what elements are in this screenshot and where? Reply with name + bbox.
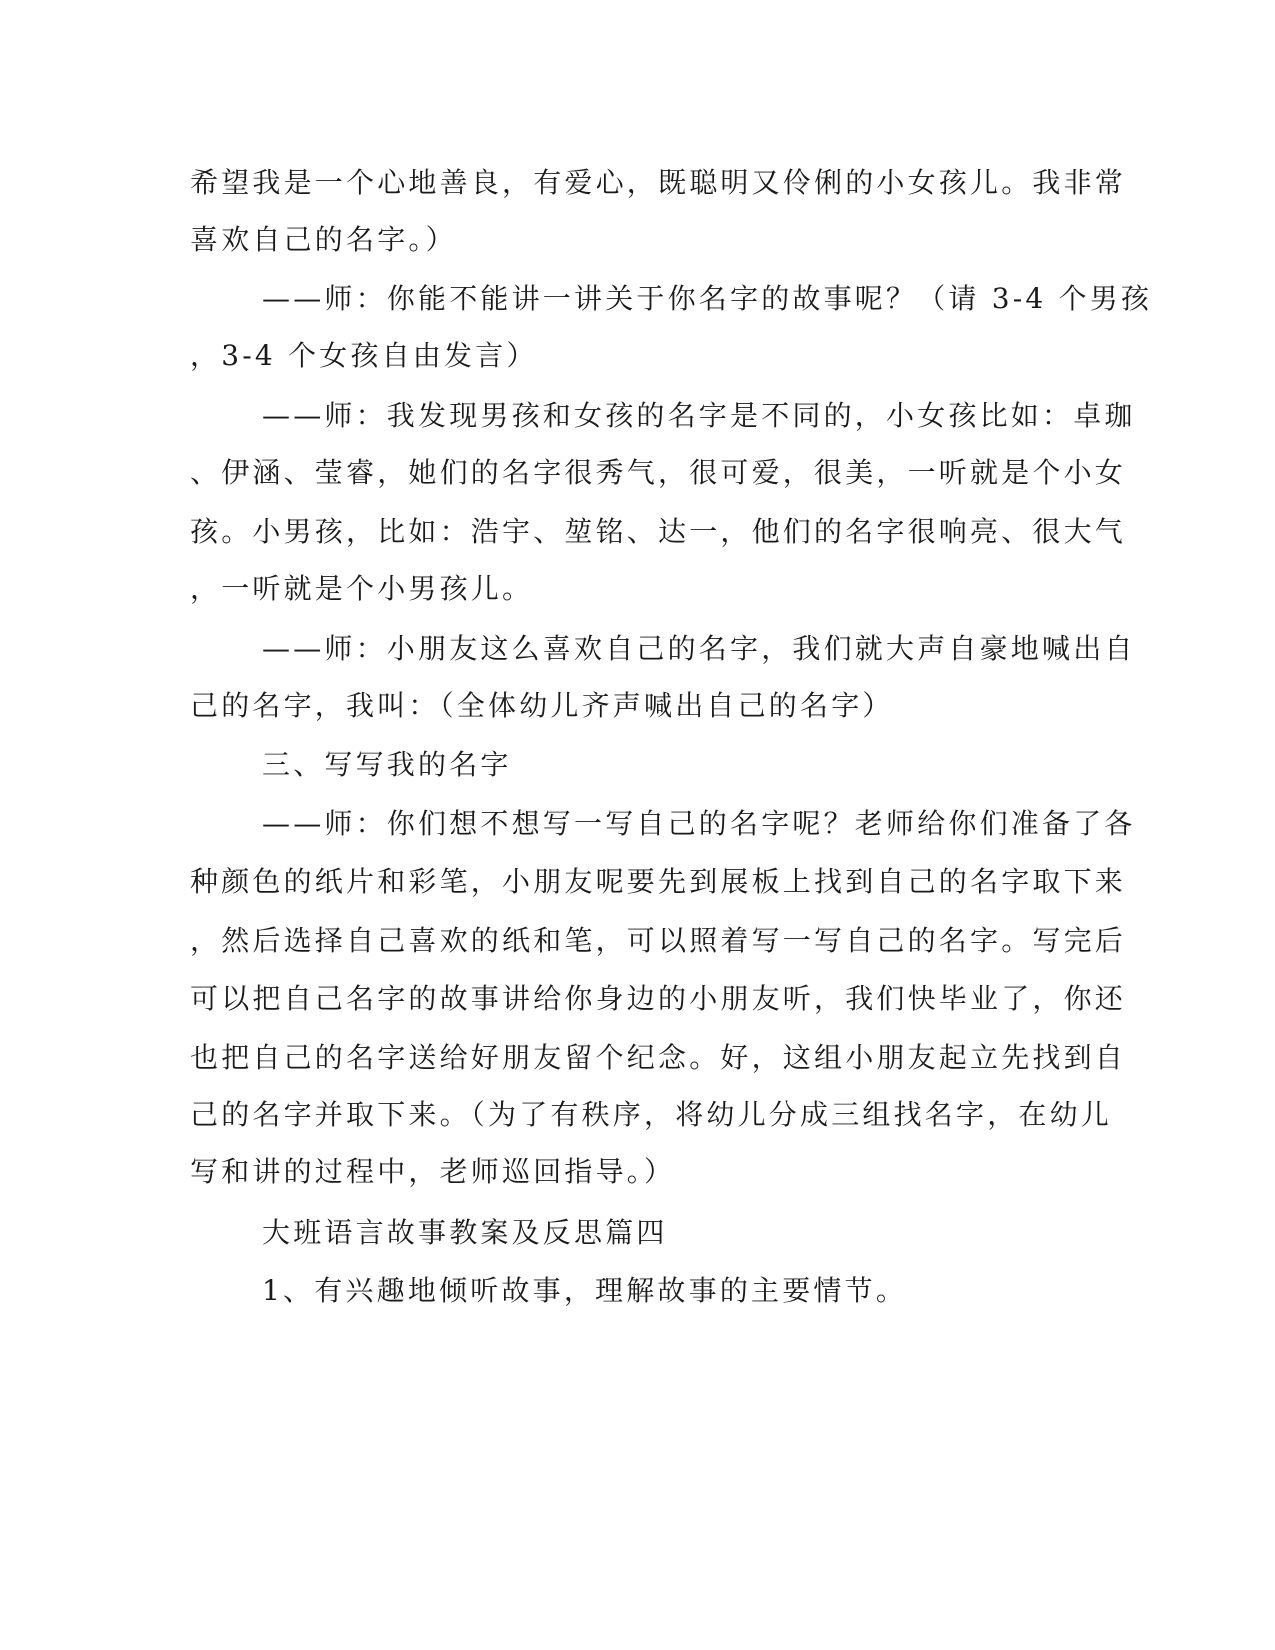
section-heading: 大班语言故事教案及反思篇四 xyxy=(262,1216,668,1249)
text-line: 1、有兴趣地倾听故事，理解故事的主要情节。 xyxy=(262,1274,908,1307)
text-line: 己的名字，我叫：（全体幼儿齐声喊出自己的名字） xyxy=(190,689,894,722)
text-line: 、伊涵、莹睿，她们的名字很秀气，很可爱，很美，一听就是个小女 xyxy=(190,456,1127,489)
text-line: 也把自己的名字送给好朋友留个纪念。好，这组小朋友起立先找到自 xyxy=(190,1041,1127,1074)
text-line: 己的名字并取下来。（为了有秩序，将幼儿分成三组找名字，在幼儿 xyxy=(190,1098,1113,1131)
text-line: 种颜色的纸片和彩笔，小朋友呢要先到展板上找到自己的名字取下来 xyxy=(190,865,1127,898)
text-line: ——师：我发现男孩和女孩的名字是不同的，小女孩比如：卓珈 xyxy=(262,399,1136,432)
text-line: ——师：你们想不想写一写自己的名字呢？老师给你们准备了各 xyxy=(262,807,1136,840)
section-heading: 三、写写我的名字 xyxy=(262,748,512,781)
text-line: ——师：你能不能讲一讲关于你名字的故事呢？（请 3-4 个男孩 xyxy=(262,282,1153,315)
text-line: ，然后选择自己喜欢的纸和笔，可以照着写一写自己的名字。写完后 xyxy=(190,924,1127,957)
text-line: 喜欢自己的名字。） xyxy=(190,223,457,256)
text-line: ，3-4 个女孩自由发言） xyxy=(190,339,538,372)
text-line: ——师：小朋友这么喜欢自己的名字，我们就大声自豪地喊出自 xyxy=(262,632,1136,665)
text-line: 写和讲的过程中，老师巡回指导。） xyxy=(190,1155,676,1188)
text-line: 孩。小男孩，比如：浩宇、堃铭、达一，他们的名字很响亮、很大气 xyxy=(190,515,1127,548)
text-line: 可以把自己名字的故事讲给你身边的小朋友听，我们快毕业了，你还 xyxy=(190,982,1127,1015)
text-line: 希望我是一个心地善良，有爱心，既聪明又伶俐的小女孩儿。我非常 xyxy=(190,166,1127,199)
text-line: ，一听就是个小男孩儿。 xyxy=(190,572,534,605)
